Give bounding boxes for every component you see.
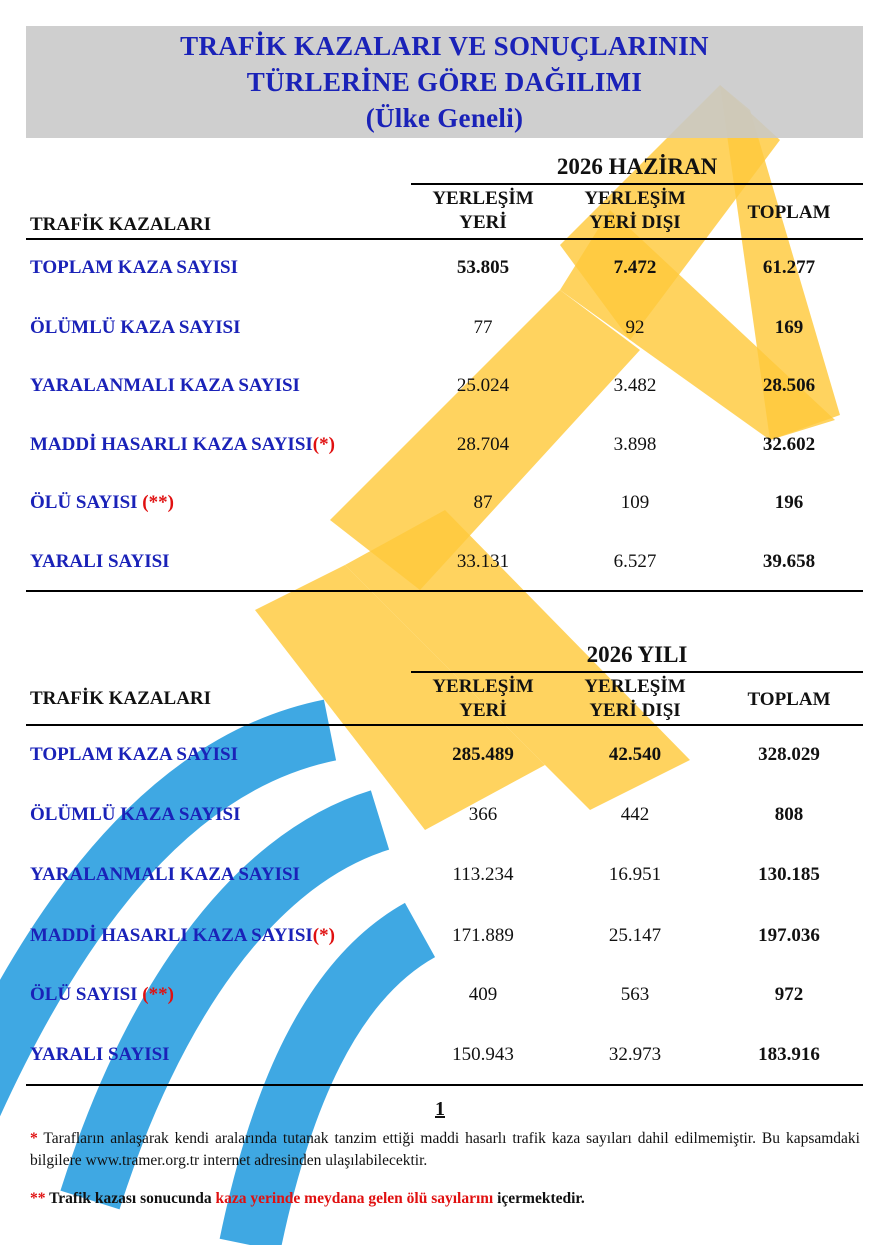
yearly-table [26,640,863,1090]
value-settlement: 366 [468,804,498,825]
value-settlement: 25.024 [456,375,510,396]
value-settlement: 409 [468,984,498,1005]
monthly-table [26,152,863,602]
title-line-1: TRAFİK KAZALARI VE SONUÇLARININ [180,31,709,61]
row-label: YARALI SAYISI [30,551,170,572]
footnote-2-marker: ** [30,1190,46,1207]
row-label: YARALANMALI KAZA SAYISI [30,864,300,885]
table-row [26,375,863,405]
table-row [26,257,863,287]
value-total: 808 [774,804,804,825]
row-label: YARALANMALI KAZA SAYISI [30,375,300,396]
table-row [26,492,863,522]
row-label: MADDİ HASARLI KAZA SAYISI(*) [30,434,335,455]
table-row [26,551,863,581]
value-settlement: 113.234 [452,864,514,885]
value-total: 183.916 [758,1044,820,1065]
value-outside-settlement: 563 [620,984,650,1005]
row-label: ÖLÜMLÜ KAZA SAYISI [30,317,241,338]
row-label: ÖLÜ SAYISI (**) [30,984,174,1005]
row-header: TRAFİK KAZALARI [30,214,212,235]
value-total: 28.506 [762,375,816,396]
title-line-3: (Ülke Geneli) [365,103,524,133]
row-label: MADDİ HASARLI KAZA SAYISI(*) [30,925,335,946]
col-head-settlement: YERLEŞİM YERİ [432,188,534,233]
value-outside-settlement: 92 [625,317,645,338]
value-total: 61.277 [762,257,816,278]
header-rule [26,238,863,240]
row-label: ÖLÜMLÜ KAZA SAYISI [30,804,241,825]
value-total: 972 [774,984,804,1005]
value-settlement: 28.704 [456,434,510,455]
value-outside-settlement: 3.482 [613,375,657,396]
period-title: 2026 HAZİRAN [556,154,718,179]
col-head-total: TOPLAM [747,202,831,223]
value-settlement: 150.943 [452,1044,514,1065]
footnote-2: ** Trafik kazası sonucunda kaza yerinde meydana gelen ölü sayılarını içermektedir. [30,1190,585,1207]
value-settlement: 285.489 [452,744,514,765]
title-line-2: TÜRLERİNE GÖRE DAĞILIMI [246,67,643,97]
value-settlement: 77 [473,317,493,338]
row-label: TOPLAM KAZA SAYISI [30,744,239,765]
col-head-total: TOPLAM [747,689,831,710]
row-label: TOPLAM KAZA SAYISI [30,257,239,278]
row-header: TRAFİK KAZALARI [30,688,212,709]
value-outside-settlement: 16.951 [608,864,662,885]
period-title: 2026 YILI [586,642,688,667]
value-outside-settlement: 3.898 [613,434,657,455]
table-row [26,317,863,347]
table-bottom-rule [26,1084,863,1086]
table-row [26,744,863,774]
row-label: ÖLÜ SAYISI (**) [30,492,174,513]
value-total: 197.036 [758,925,820,946]
footnote-1-marker: * [30,1130,38,1147]
value-total: 32.602 [762,434,816,455]
value-outside-settlement: 32.973 [608,1044,662,1065]
value-outside-settlement: 7.472 [613,257,657,278]
title-banner [26,26,863,138]
table-row [26,434,863,464]
table-row [26,864,863,894]
col-head-outside-settlement: YERLEŞİM YERİ DIŞI [584,188,686,233]
value-settlement: 87 [473,492,493,513]
value-outside-settlement: 109 [620,492,650,513]
footnote-1-text: Tarafların anlaşarak kendi aralarında tutanak tanzim ettiği maddi hasarlı trafik kaza sayıları dahil edilmemiştir. Bu kapsamdaki bilgilere www.tramer.org.tr internet adresinden ulaşılabilecektir. [30,1130,860,1169]
table-row [26,984,863,1014]
value-total: 39.658 [762,551,816,572]
period-rule [411,183,863,185]
value-total: 328.029 [758,744,820,765]
col-head-outside-settlement: YERLEŞİM YERİ DIŞI [584,676,686,721]
value-total: 196 [774,492,804,513]
period-rule [411,671,863,673]
row-label: YARALI SAYISI [30,1044,170,1065]
value-outside-settlement: 42.540 [608,744,662,765]
table-row [26,804,863,834]
col-head-settlement: YERLEŞİM YERİ [432,676,534,721]
value-outside-settlement: 6.527 [613,551,657,572]
value-settlement: 171.889 [452,925,514,946]
value-total: 130.185 [758,864,820,885]
value-settlement: 33.131 [456,551,510,572]
value-outside-settlement: 442 [620,804,650,825]
value-settlement: 53.805 [456,257,510,278]
page-number: 1 [435,1098,445,1120]
table-row [26,1044,863,1074]
table-row [26,925,863,955]
table-bottom-rule [26,590,863,592]
value-outside-settlement: 25.147 [608,925,662,946]
header-rule [26,724,863,726]
value-total: 169 [774,317,804,338]
footnote-2-highlight: kaza yerinde meydana gelen ölü sayılarını [215,1190,494,1207]
footnote-1 [30,1128,860,1172]
